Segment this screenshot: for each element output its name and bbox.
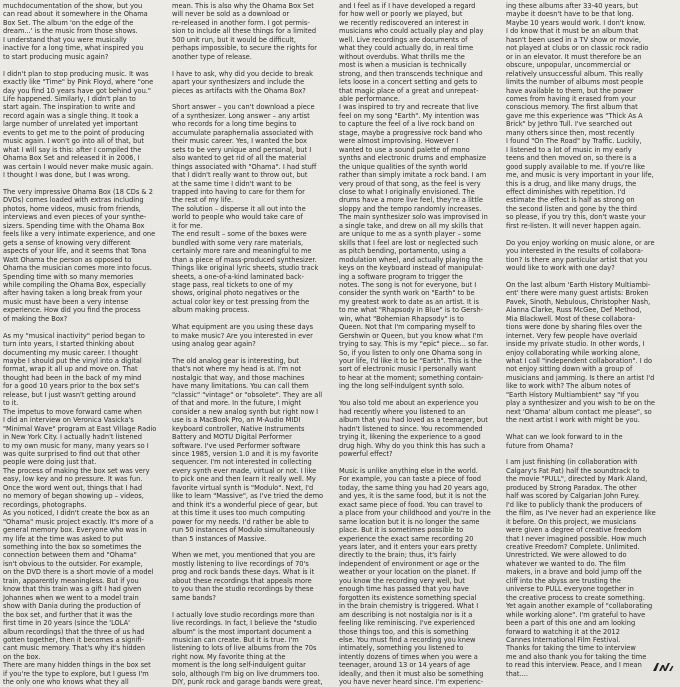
column-4-text: ing these albums after 33-40 years, but maybe it doesn't have to be that long. Maybe 10 years would work. I don't know. I do know that it must be an album that hasn't been used in a TV show or movie, not played at clubs or on classic rock radio or in an elevator. It must therefore be an obscure, unpopular, uncommercial or relatively unsuccessful album. This really limits the number of albums most people have available to them, but the power comes from having it erased from your conscious memory. The first album that gave me this experience was "Thick As A Brick" by Jethro Tull. I've searched out many others since then, most recently I found "On The Road" by Traffic. Luckily, I listened to a lot of music in my early teens and then moved on, so there is a good supply available to me. If you're like me, and music is very important in your life, this is a drug, and like many drugs, the effect diminishes with repetition. I'd estimate the effect is half as strong on the second listen and gone by the third so please, if you try this, don't waste your first re-listen. It will never happen again. Do you enjoy working on music alone, or are you interested in the results of collabora- tion? Is there any particular artist that you would like to work with one day? On the last album 'Earth History Multiambi- ent' there were many guest artists: Broken Pavek, Sinoth, Nebulous, Christopher Nash, Alanna Clarke, Russ McGee, Def Method, Mia Blackwell. Most of these collabora- tions were done by sharing files over the internet. Very few people have overlaid inside my private studio. In other words, I enjoy collaborating while working alone, what I call "independent collaboration". I do not enjoy sitting down with a group of musicians and jamming. Is there an artist I'd like to work with? The album notes of "Earth History Multiambient" say "If you play a synthesizer and you wish to be on the next 'Ohama' album contact me please", so the next artist I work with might be you. What can we look forward to in the future from Ohama? I am just finishing (in collaboration with Calgary's Fat Pat) half the soundtrack to the movie "PULL", directed by Mark Aland, produced by Strong Paradox. The other half was scored by Calgarian John Furey. I'd like to publicly thank the producers of the film, as I've never had an experience like it before. On this project, we musicians were given a degree of creative freedom that I never imagined possible. How much creative Freedom? Complete. Unlimited. Unrestricted. We were allowed to do whatever we wanted to do. The film makers, in a brave and bold jump off the cliff into the abyss are trusting the universe to PULL everyone together in the creative process to create something. Yet again another example of "collaborating while working alone". I'm grateful to have been a part of this one and am looking forward to watching it at the 2012 Cannes International Film Festival. Thanks for taking the time to interview me and also thank you for taking the time to read this interview. Peace, and I mean that.... xyxy=(506,2,656,678)
column-1-text: muchdocumentation of the show, but you can read about it somewhere in the Ohama Box Set. The album 'on the edge of the dream...' is the music from those shows. I understand that you were musically inactive for a long time, what inspired you to start producing music again? I didn't plan to stop producing music. It was exactly like "Time" by Pink Floyd, where "one day you find 10 years have got behind you." Life happened. Similarly, I didn't plan to start again. The inspiration to write and record again was a single thing. It took a large number of unrelated yet important events to get me to the point of producing music again. I won't go into all of that, but what I will say is this: after I compiled the Ohama Box Set and released it in 2006, I was certain I would never make music again. I thought I was done, but I was wrong. The very impressive Ohama Box (18 CDs & 2 DVDs) comes loaded with extras including photos, home videos, music from friends, interviews and even pieces of your synthe- sizers. Spending time with the Ohama Box feels like a very intimate experience, and one gets a sense of knowing very different aspects of your life, and it seems that Tona Watt Ohama the person as opposed to Ohama the musician comes more into focus. Spending time with so many memories while compiling the Ohama Box, especially after having taken a long break from your music must have been a very intense experience. How did you find the process of making the Box? As my "musical inactivity" period began to turn into years, I started thinking about documenting my music career. I thought maybe I should put the vinyl into a digital format, wrap it all up and move on. That thought had been in the back of my mind for a good 10 years prior to the box set's release, but I just wasn't getting around to it. The impetus to move forward came when I did an interview on Veronica Vasicka's "Minimal Wave" program at East Village Radio in New York City. I actually hadn't listened to my own music for many, many years so I was quite surprised to find out that other people were doing just that. The process of making the box set was very easy, low key and no pressure. It was fun. Once the word went out, things that I had no memory of began showing up – videos, recordings, photographs. As you noticed, I didn't create the box as an "Ohama" music project exactly. It's more of a general memory box. Everyone who was in my life at the time was asked to put something into the box so sometimes the connection between them and "Ohama" isn't obvious to the outsider. For example, on the DVD there is a short movie of a model train, apparently meaningless. But if you know that this train was a gift I had given Johannes when we went to a model train show with Dania during the production of the box set, and further that it was the first time in 20 years (since the 'LOLA' album recordings) that the three of us had gotten together, then it becomes a signifi- cant music memory. That's why it's hidden on the box. There are many hidden things in the box set if you're the type to explore, but I guess I'm the only one who knows what they all xyxy=(3,2,157,687)
text-column-1 xyxy=(3,2,179,687)
publication-logo-icon xyxy=(652,662,674,672)
column-2-text: mean. This is also why the Ohama Box Set will never be sold as a download or re-released in another form. I got permis- sion to include all these things for a limited 500 unit run, but it would be difficult, perhaps impossible, to secure the rights for another type of release. I have to ask, why did you decide to break apart your synthesizers and include the pieces as artifacts with the Ohama Box? Short answer – you can't download a piece of a synthesizer. Long answer – any artist who records for a long time begins to accumulate paraphernalia associated with their music career. Yes, I wanted the box sets to be very unique and personal, but I also wanted to get rid of all the material things associated with "Ohama". I had stuff that I didn't really want to throw out, but at the same time I didn't want to be trapped into having to care for them for the rest of my life. The solution – disperse it all out into the world to people who would take care of it for me. The end result – some of the boxes were bundled with some very rare materials, certainly more rare and meaningful to me than a piece of mass-produced synthesizer. Things like original lyric sheets, studio track sheets, a one-of-a-kind laminated back- stage pass, real tickets to one of my shows, original photo negatives or the actual color key or test pressing from the album making process. What equipment are you using these days to make music? Are you interested in ever using analog gear again? The old analog gear is interesting, but that's not where my head is at. I'm not nostalgic that way, and those machines have many limitations. You can call them "classic" "vintage" or "obsolete". They are all of that and more. In the future, I might consider a new analog synth but right now I use is a MacBook Pro, an M-Audio MIDI keyboard controller, Native Instruments Battery and MOTU Digital Performer software. I've used Performer software since 1985, version 1.0 and it is my favorite sequencer. I'm not interested in collecting every synth ever made, virtual or not. I like to pick one and then learn it really well. My favorite virtual synth is "Modulo". Next, I'd like to learn "Massive", as I've tried the demo and think it's a wonderful piece of gear, but at this time it uses too much computing power for my needs. I'd rather be able to run 50 instances of Modulo simultaneously than 5 instances of Massive. When we met, you mentioned that you are mostly listening to live recordings of 70's prog and rock bands these days. What is it about these recordings that appeals more to you than the studio recordings by these same bands? I actually love studio recordings more than live recordings. In fact, I believe the "studio album" is the most important document a musician can create. But it is true. I'm listening to lots of live albums from the 70s right now. My favorite thing at the moment is the long self-indulgent guitar solo, although I'm big on live drummers too. DIY, punk rock and garage bands were great, xyxy=(172,2,324,687)
text-column-2 xyxy=(172,2,346,687)
column-3-text: and I feel as if I have developed a regard for how well or poorly we played, but we recently rediscovered an interest in musicians who could actually play and play well. Live recordings are documents of what they could actually do, in real time without overdubs. What thrills me the most is when a musician is technically strong, and then transcends technique and lets loose in a concert setting and gets to that magic place of a great and unrepeat- able performance. I was inspired to try and recreate that live feel on my song "Earth". My intention was to capture the feel of a live rock band on stage, maybe a progressive rock band who were almost improvising. However I wanted to use a sound palette of mono synths and electronic drums and emphasize the unique qualities of the synth world rather than simply imitate a rock band. I am very proud of that song, as the feel is very close to what I originally envisioned. The drums have a more live feel, they're a little sloppy and the tempo randomly increases. The main synthesizer solo was improvised in a single take, and drew on all my skills that are unique to me as a synth player – some skills that I feel are lost or neglected such as pitch bending, portamento, using a modulation wheel, and actually playing the keys on the keyboard instead of manipulat- ing a software program to trigger the notes. The song is not for everyone, but I consider the synth work on "Earth" to be my greatest work to date as an artist. It is to me what "Rhapsody in Blue" is to Gersh- win, what "Bohemian Rhapsody" is to Queen. Not that I'm comparing myself to Gershwin or Queen, but you know what I'm trying to say. This is my "epic" piece... so far. So, if you listen to only one Ohama song in your life, I'd like it to be "Earth". This is the sort of electronic music I personally want to hear at the moment; something contain- ing the long self-indulgent synth solo. You also told me about an experience you had recently where you listened to an album that you had loved as a teenager, but hadn't listened to since. You recommended trying it, likening the experience to a good drug high. Why do you think this has such a powerful effect? Music is unlike anything else in the world. For example, you can taste a piece of food today, the same thing you had 20 years ago, and yes, it is the same food, but it is not the exact same piece of food. You can travel to a place from your childhood and you're in the same location but it is no longer the same place. But it is sometimes possible to experience the exact same recording 20 years later, and it enters your ears pretty directly to the brain; thus, it's fairly independent of environment or age or the weather or your location on the planet. If you know the recording very well, but enough time has passed that you have forgotten its existence something special in the brain chemistry is triggered. What I am describing is not nostalgia nor is it a feeling like reminiscing. I've experienced those things too, and this is something else. You must find a recording you knew intimately, something you listened to intently dozens of times when you were a teenager, around 13 or 14 years of age ideally, and then it must also be something you have never heard since. I'm experienc- xyxy=(339,2,491,687)
text-column-3 xyxy=(339,2,511,687)
text-column-4 xyxy=(506,2,676,678)
